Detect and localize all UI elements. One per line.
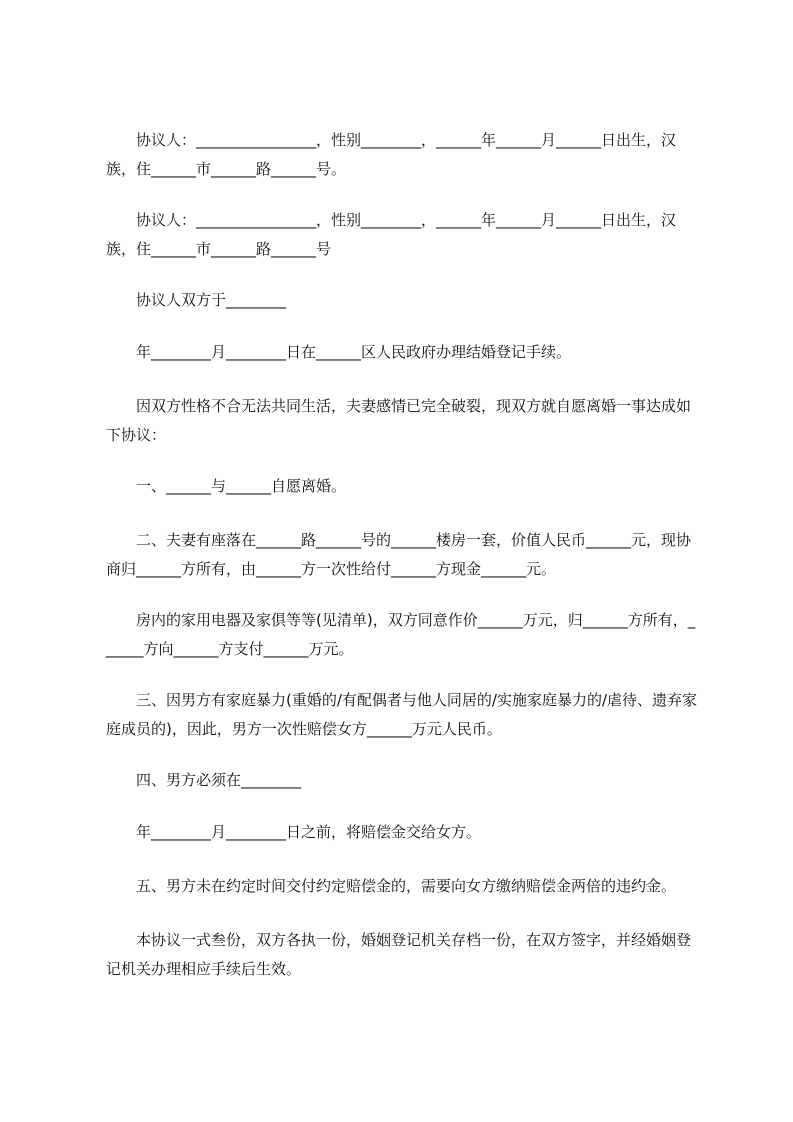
party-two-paragraph: 协议人：________________，性别________，______年______月______日出生，汉族，住______市______路______号 [106, 211, 677, 258]
clause-three-paragraph: 三、因男方有家庭暴力(重婚的/有配偶者与他人同居的/实施家庭暴力的/虐待、遗弃家庭成员的)，因此，男方一次性赔偿女方______万元人民币。 [106, 691, 698, 738]
divorce-reason-paragraph: 因双方性格不合无法共同生活，夫妻感情已完全破裂，现双方就自愿离婚一事达成如下协议： [106, 397, 692, 444]
party-one-paragraph: 协议人：________________，性别________，______年______月______日出生，汉族，住______市______路______号。 [106, 131, 677, 178]
clause-two-paragraph: 二、夫妻有座落在______路______号的______楼房一套，价值人民币______元，现协商归______方所有，由______方一次性给付______方现金______元。 [106, 531, 692, 578]
marriage-date-intro-paragraph: 协议人双方于________ [106, 291, 287, 309]
payment-deadline-paragraph: 年________月________日之前，将赔偿金交给女方。 [106, 823, 482, 841]
clause-four-paragraph: 四、男方必须在________ [106, 771, 302, 789]
marriage-registration-paragraph: 年________月________日在______区人民政府办理结婚登记手续。 [106, 343, 572, 361]
clause-five-paragraph: 五、男方未在约定时间交付约定赔偿金的，需要向女方缴纳赔偿金两倍的违约金。 [106, 877, 677, 895]
effectiveness-paragraph: 本协议一式叁份，双方各执一份，婚姻登记机关存档一份，在双方签字，并经婚姻登记机关办理相应手续后生效。 [106, 931, 692, 978]
household-items-paragraph: 房内的家用电器及家俱等等(见清单)，双方同意作价______万元，归______方所有，______方向______方支付______万元。 [106, 611, 696, 658]
clause-one-paragraph: 一、______与______自愿离婚。 [106, 477, 347, 495]
